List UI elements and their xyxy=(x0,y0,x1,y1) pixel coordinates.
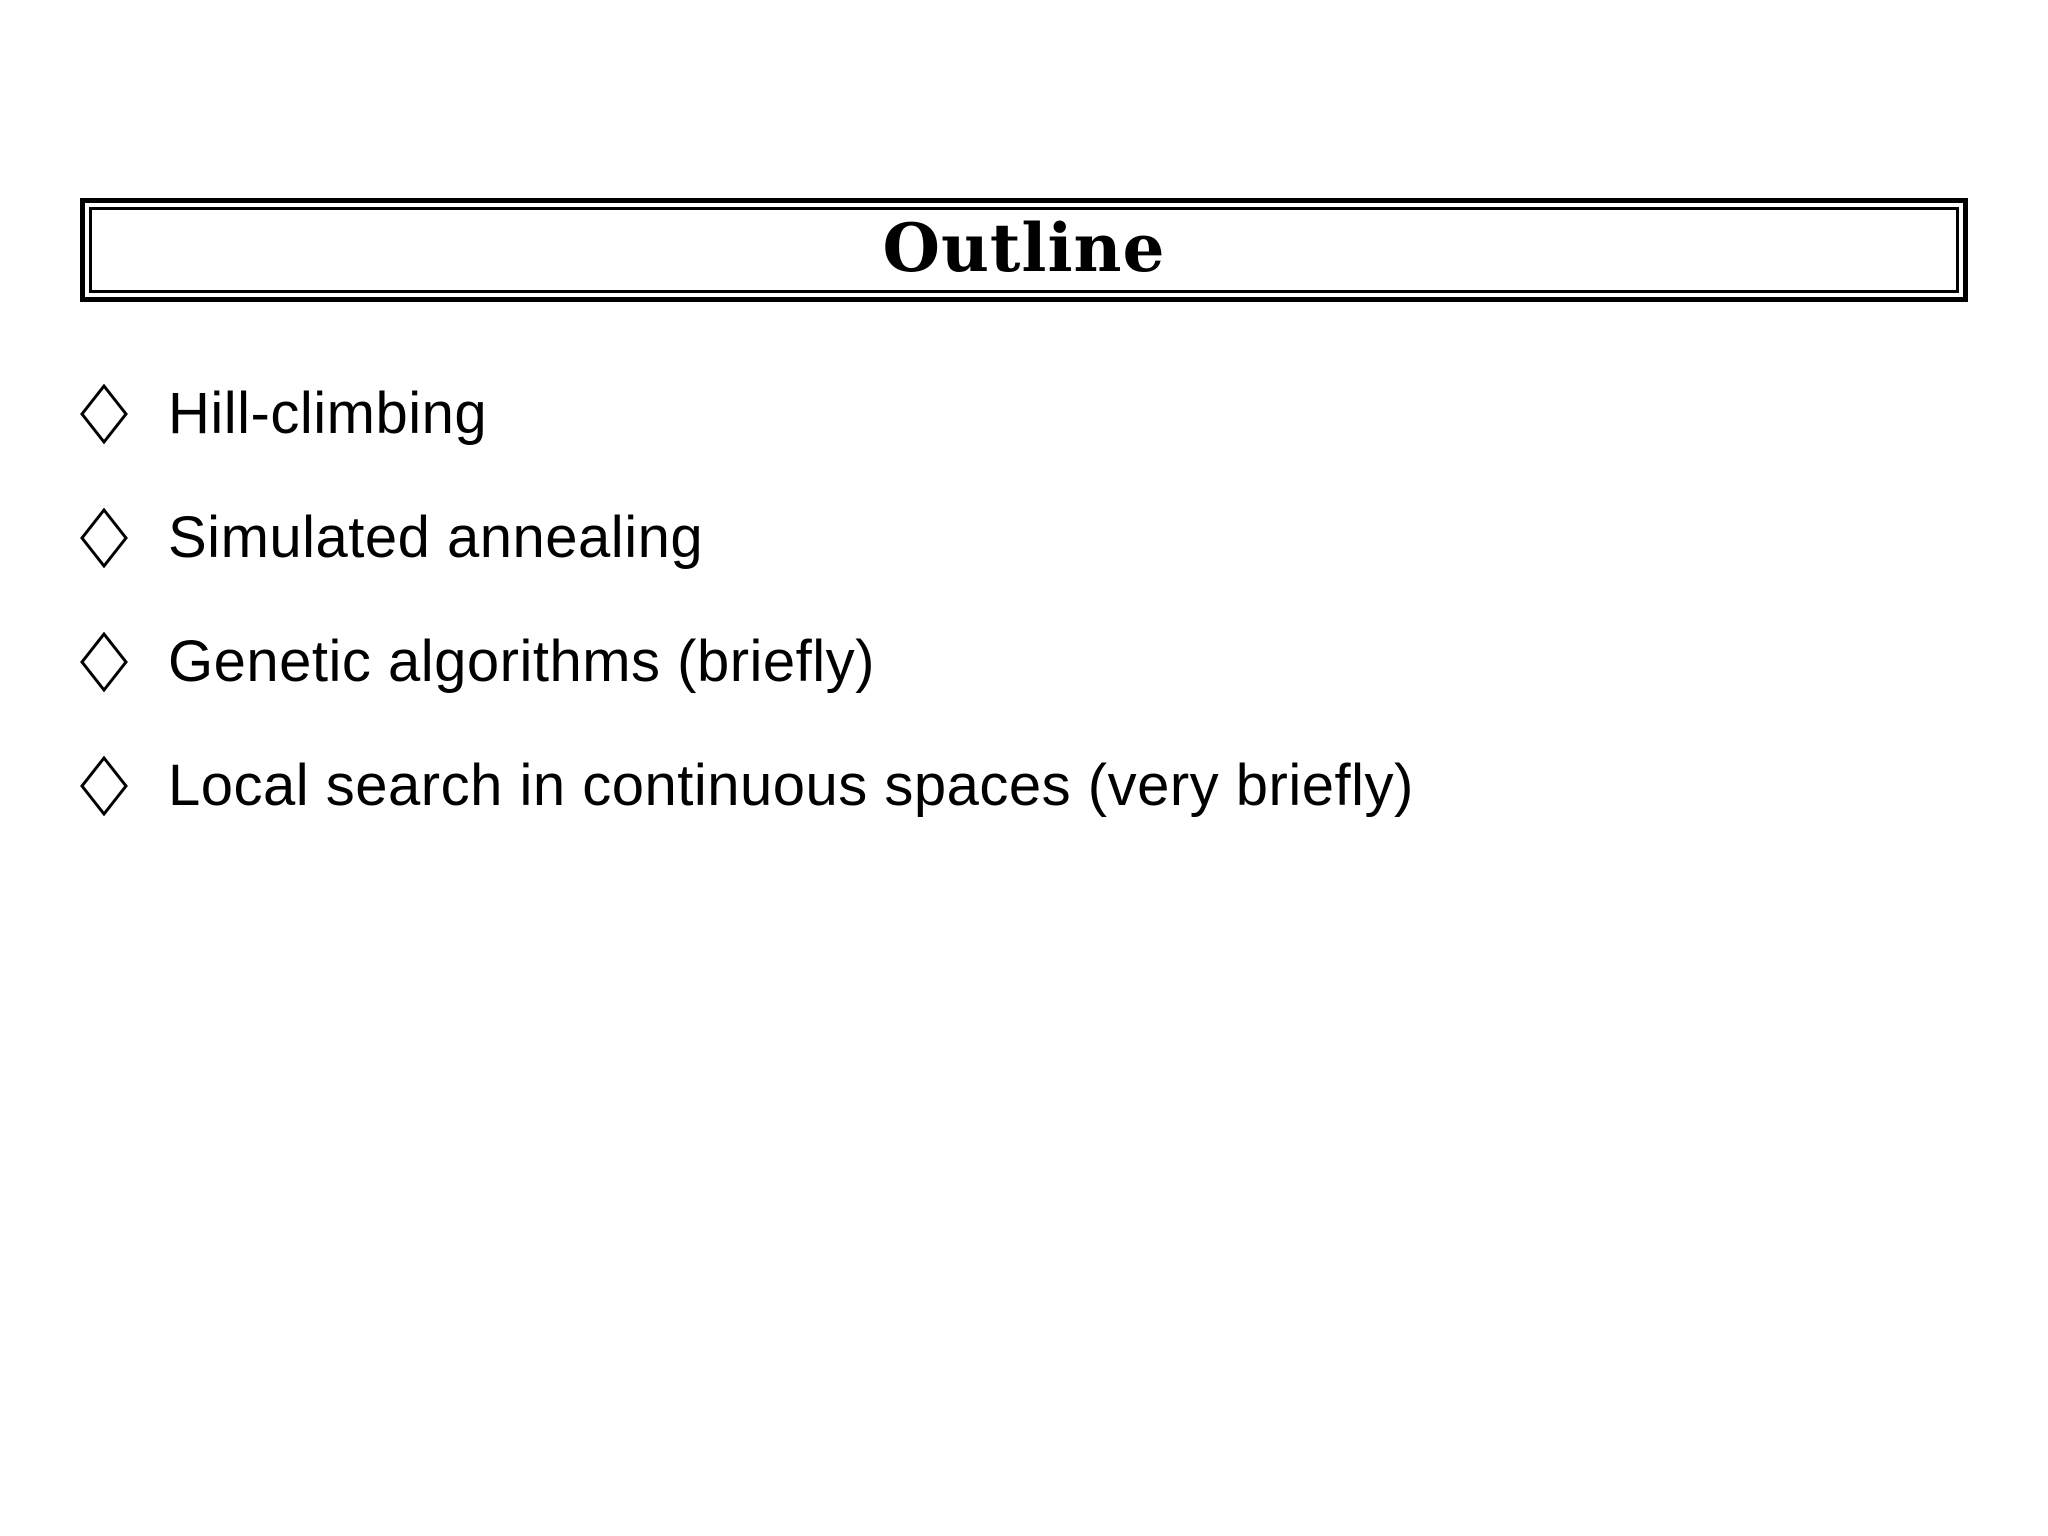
list-item xyxy=(78,600,1414,724)
diamond-bullet-icon xyxy=(78,382,130,446)
title-inner-frame xyxy=(89,207,1959,293)
diamond-bullet-icon xyxy=(78,754,130,818)
list-item xyxy=(78,352,1414,476)
list-item xyxy=(78,476,1414,600)
diamond-bullet-icon xyxy=(78,630,130,694)
list-item-label: Genetic algorithms (briefly) xyxy=(168,629,875,694)
list-item-label: Hill-climbing xyxy=(168,381,488,446)
list-item xyxy=(78,724,1414,848)
title-box xyxy=(80,198,1968,302)
list-item-label: Local search in continuous spaces (very briefly) xyxy=(168,753,1414,818)
slide-title: Outline xyxy=(882,209,1166,287)
outline-list xyxy=(78,352,1414,848)
list-item-label: Simulated annealing xyxy=(168,505,704,570)
diamond-bullet-icon xyxy=(78,506,130,570)
